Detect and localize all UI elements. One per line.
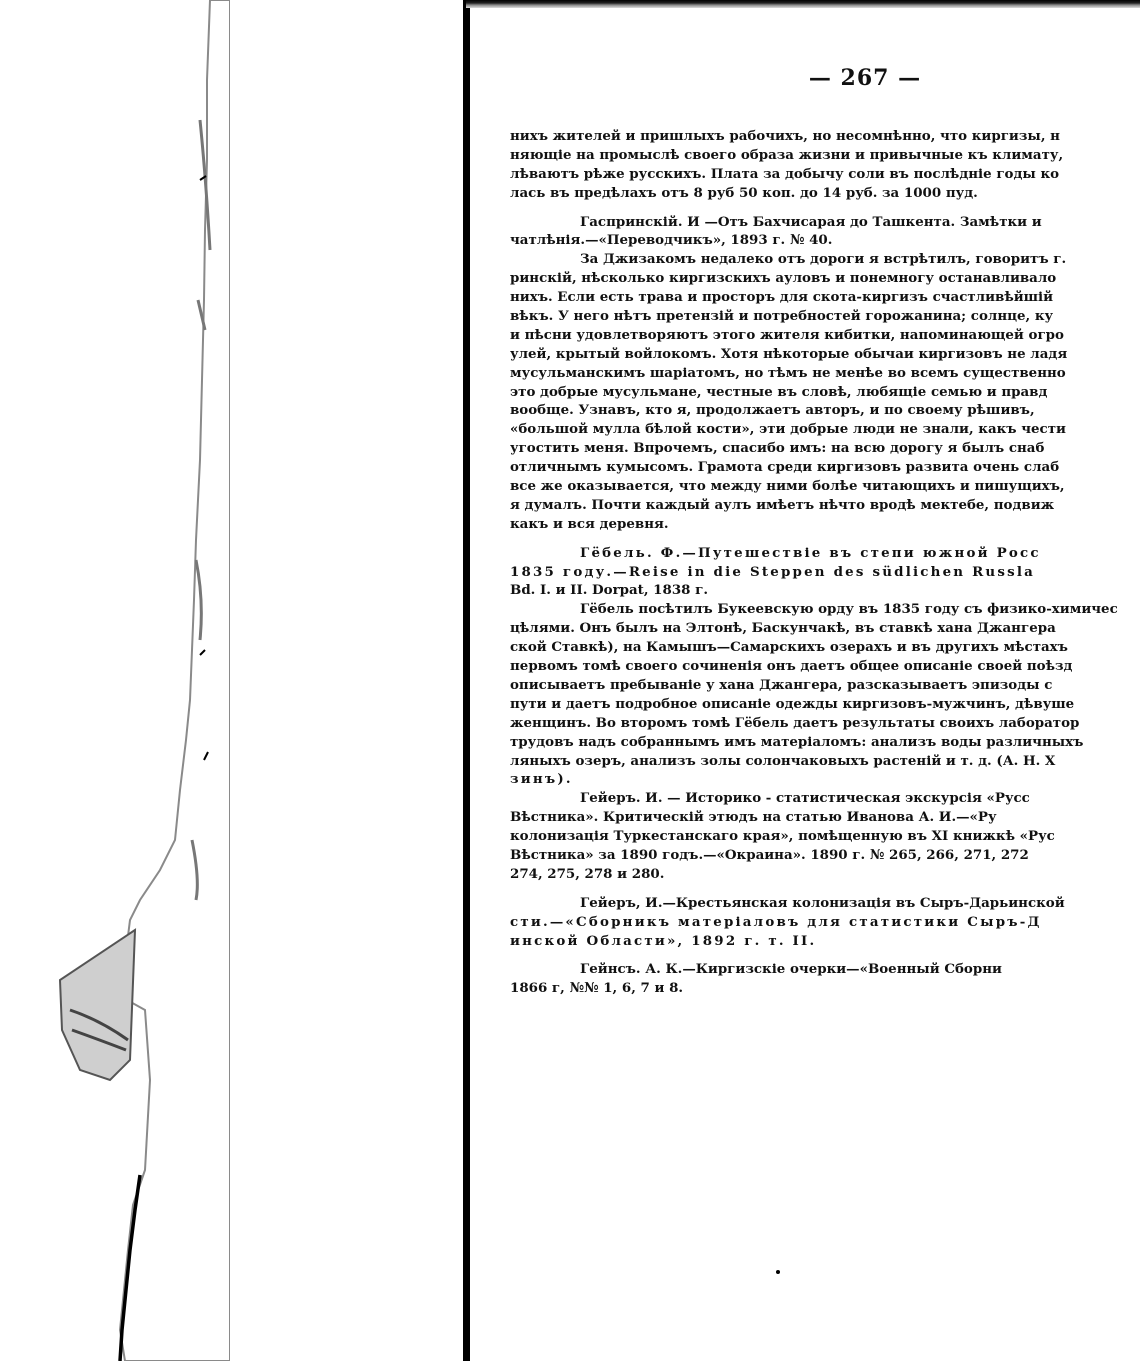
entry-heading: Гаспринскій. И —Отъ Бахчисарая до Ташкента. Замѣтки и [580, 213, 1042, 230]
text-line: мусульманскимъ шаріатомъ, но тѣмъ не менѣе во всемъ существенно [510, 364, 1066, 381]
text-line: 274, 275, 278 и 280. [510, 865, 665, 882]
text-line: и пѣсни удовлетворяютъ этого жителя кибитки, напоминающей огро [510, 326, 1064, 343]
entry-heading: Гейеръ, И.—Крестьянская колонизація въ Сыръ-Дарьинской [580, 894, 1065, 911]
top-rule [466, 0, 1140, 8]
text-line: 1866 г, №№ 1, 6, 7 и 8. [510, 980, 684, 997]
text-line: Гёбель посѣтилъ Букеевскую орду въ 1835 году съ физико-химичес [580, 601, 1118, 618]
entry-heading: Гейнсъ. А. К.—Киргизскіе очерки—«Военный Сборни [580, 961, 1002, 978]
text-line: Bd. I. и II. Dorpat, 1838 г. [510, 582, 708, 599]
text-line: женщинъ. Во второмъ томѣ Гёбель даетъ результаты своихъ лаборатор [510, 714, 1080, 731]
text-line: Вѣстника». Критическій этюдъ на статью Иванова А. И.—«Ру [510, 809, 997, 826]
text-line: цѣлями. Онъ былъ на Элтонѣ, Баскунчакѣ, въ ставкѣ хана Джангера [510, 620, 1056, 637]
text-line: какъ и вся деревня. [510, 515, 669, 532]
binding-line [463, 0, 470, 1361]
text-line: улей, крытый войлокомъ. Хотя нѣкоторые обычаи киргизовъ не ладя [510, 345, 1068, 362]
text-line: сти.—«Сборникъ матеріаловъ для статистики Сыръ-Д [510, 913, 1042, 930]
text-line: ляныхъ озеръ, анализъ золы солончаковыхъ растеній и т. д. (А. Н. Х [510, 752, 1056, 769]
text-line: пути и даетъ подробное описаніе одежды киргизовъ-мужчинъ, дѣвуше [510, 695, 1075, 712]
text-line: трудовъ надъ собраннымъ имъ матеріаломъ: анализъ воды различныхъ [510, 733, 1084, 750]
text-line: ской Ставкѣ), на Камышъ—Самарскихъ озерахъ и въ другихъ мѣстахъ [510, 639, 1068, 656]
text-line: описываетъ пребываніе у хана Джангера, разсказываетъ эпизоды с [510, 676, 1053, 693]
text-line: инской Области», 1892 г. т. II. [510, 932, 817, 949]
text-line: нихъ жителей и пришлыхъ рабочихъ, но несомнѣнно, что киргизы, н [510, 128, 1060, 144]
text-line: это добрые мусульмане, честные въ словѣ, любящіе семью и правд [510, 383, 1048, 400]
text-line: все же оказывается, что между ними болѣе читающихъ и пишущихъ, [510, 478, 1065, 495]
page-number: — 267 — [808, 65, 922, 91]
text-line: лась въ предѣлахъ отъ 8 руб 50 коп. до 14 руб. за 1000 пуд. [510, 184, 978, 201]
text-line: вѣкъ. У него нѣтъ претензій и потребностей горожанина; солнце, ку [510, 308, 1054, 325]
ink-dot [776, 1270, 780, 1274]
text-line: нихъ. Если есть трава и просторъ для скота-киргизъ счастливѣйшій [510, 289, 1054, 306]
text-line: я думалъ. Почти каждый аулъ имѣетъ нѣчто вродѣ мектебе, подвиж [510, 496, 1055, 513]
text-column [510, 127, 1140, 998]
text-line: 1835 году.—Reise in die Steppen des südlichen Russla [510, 563, 1036, 580]
text-line: За Джизакомъ недалеко отъ дороги я встрѣтилъ, говоритъ г. [580, 251, 1067, 268]
text-line: колонизація Туркестанскаго края», помѣщенную въ XI книжкѣ «Рус [510, 828, 1055, 845]
text-line: отличнымъ кумысомъ. Грамота среди киргизовъ развита очень слаб [510, 459, 1060, 476]
text-line: угостить меня. Впрочемъ, спасибо имъ: на всю дорогу я былъ снаб [510, 440, 1045, 457]
text-line: чатлѣнія.—«Переводчикъ», 1893 г. № 40. [510, 232, 833, 249]
page-edge-scan [0, 0, 230, 1361]
text-line: ринскій, нѣсколько киргизскихъ ауловъ и понемногу останавливало [510, 270, 1057, 287]
torn-edge-shape [0, 0, 230, 1361]
entry-heading: Гейеръ. И. — Историко - статистическая экскурсія «Русс [580, 790, 1030, 807]
text-line: первомъ томѣ своего сочиненія онъ даетъ общее описаніе своей поѣзд [510, 658, 1073, 675]
text-line: зинъ). [510, 771, 573, 788]
text-line: няющіе на промыслѣ своего образа жизни и привычные къ климату, [510, 146, 1064, 163]
text-line: Вѣстника» за 1890 годъ.—«Окраина». 1890 г. № 265, 266, 271, 272 [510, 846, 1029, 863]
text-line: вообще. Узнавъ, кто я, продолжаетъ авторъ, и по своему рѣшивъ, [510, 402, 1035, 419]
text-line: «большой мулла бѣлой кости», эти добрые люди не знали, какъ чести [510, 421, 1066, 438]
entry-heading: Гёбель. Ф.—Путешествіе въ степи южной Росс [580, 544, 1041, 561]
text-line: лѣваютъ рѣже русскихъ. Плата за добычу соли въ послѣдніе годы ко [510, 165, 1060, 182]
